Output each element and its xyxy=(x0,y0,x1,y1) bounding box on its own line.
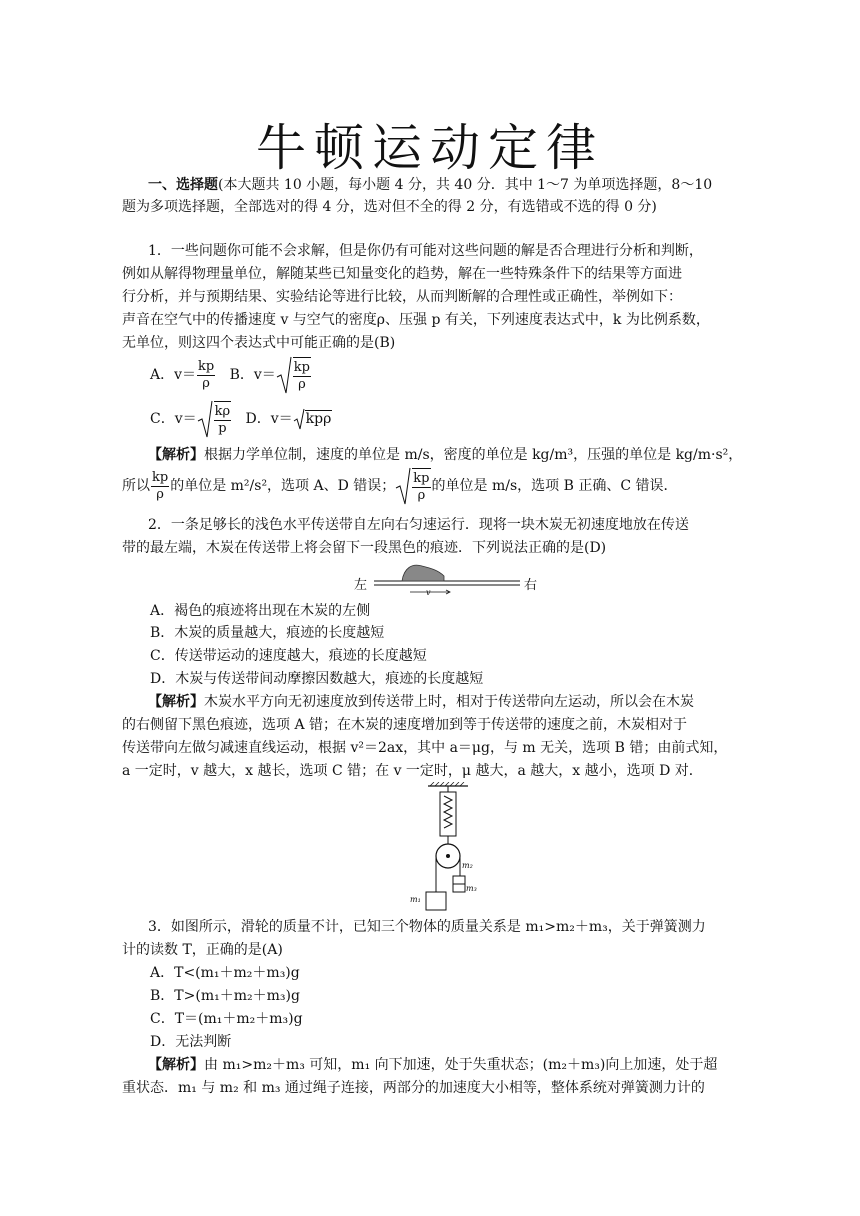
q1-analysis-sqrt-den: ρ xyxy=(417,488,426,503)
q1-option-a-num: kp xyxy=(198,358,215,374)
q1-options-cd xyxy=(150,399,332,439)
q2-option-c: C．传送带运动的速度越大，痕迹的长度越短 xyxy=(150,648,427,664)
section-intro-line1 xyxy=(148,174,712,196)
q1-analysis-text-2c: 的单位是 m/s，选项 B 正确、C 错误． xyxy=(431,478,678,494)
q2-option-a: A．褐色的痕迹将出现在木炭的左侧 xyxy=(150,603,371,619)
q1-analysis-2 xyxy=(122,466,677,506)
conveyor-diagram xyxy=(350,560,550,600)
q1-analysis-text-2a: 所以 xyxy=(122,478,150,494)
q1-option-b-sqrt xyxy=(276,355,312,395)
q2-option-d: D．木炭与传送带间动摩擦因数越大，痕迹的长度越短 xyxy=(150,671,484,687)
q1-option-c-sqrt xyxy=(197,399,233,439)
q3-option-c: C．T＝(m₁＋m₂＋m₃)g xyxy=(150,1011,303,1027)
q1-option-c-label: C．v＝ xyxy=(150,411,197,427)
q3-analysis-2: 重状态．m₁ 与 m₂ 和 m₃ 通过绳子连接，两部分的加速度大小相等，整体系统对弹簧测力计的 xyxy=(122,1080,705,1096)
q1-analysis-1 xyxy=(148,444,742,466)
page-title: 牛顿运动定律 xyxy=(256,119,604,177)
section-heading: 一、选择题 xyxy=(148,177,218,193)
pulley-figure xyxy=(400,782,500,912)
radical-icon xyxy=(197,399,213,439)
q1-option-a-fraction xyxy=(197,359,215,392)
radical-icon xyxy=(276,355,292,395)
radical-icon xyxy=(293,407,305,431)
q1-options-ab xyxy=(150,355,312,395)
q3-analysis-tag: 【解析】 xyxy=(148,1057,204,1073)
radical-icon xyxy=(395,466,411,506)
conveyor-right-label: 右 xyxy=(524,578,538,593)
q2-option-b: B．木炭的质量越大，痕迹的长度越短 xyxy=(150,625,385,641)
q1-option-a-label: A．v＝ xyxy=(150,367,197,383)
q1-analysis-frac-num: kp xyxy=(152,469,169,485)
charcoal-block-icon xyxy=(402,565,444,581)
q1-text-1: 1．一些问题你可能不会求解，但是你仍有可能对这些问题的解是否合理进行分析和判断， xyxy=(148,243,703,259)
q1-analysis-text-2b: 的单位是 m²/s²，选项 A、D 错误； xyxy=(170,478,396,494)
q1-option-c-den: p xyxy=(218,421,227,436)
q1-analysis-sqrt xyxy=(395,466,431,506)
pulley-m1-label: m₁ xyxy=(410,895,421,904)
q1-option-b-fraction xyxy=(293,357,311,393)
q1-option-d-label: D．v＝ xyxy=(245,411,293,427)
pulley-m3-label: m₃ xyxy=(466,884,477,893)
conveyor-v-label: v xyxy=(426,588,431,597)
q2-analysis-1 xyxy=(148,691,694,713)
q1-analysis-fraction xyxy=(151,470,169,503)
pulley-m2-label: m₂ xyxy=(462,861,473,870)
pulley-diagram xyxy=(400,782,500,912)
q2-text-1: 2．一条足够长的浅色水平传送带自左向右匀速运行．现将一块木炭无初速度地放在传送 xyxy=(148,517,689,533)
q3-option-b: B．T>(m₁＋m₂＋m₃)g xyxy=(150,988,300,1004)
q2-analysis-tag: 【解析】 xyxy=(148,694,204,710)
q3-text-1: 3．如图所示，滑轮的质量不计，已知三个物体的质量关系是 m₁>m₂＋m₃，关于弹簧测力 xyxy=(148,919,706,935)
q1-analysis-text-1: 根据力学单位制，速度的单位是 m/s，密度的单位是 kg/m³，压强的单位是 kg/m·s²， xyxy=(204,447,743,463)
q2-analysis-text-1: 木炭水平方向无初速度放到传送带上时，相对于传送带向左运动，所以会在木炭 xyxy=(204,694,694,710)
q1-analysis-frac-den: ρ xyxy=(156,486,164,502)
q2-text-2: 带的最左端，木炭在传送带上将会留下一段黑色的痕迹．下列说法正确的是(D) xyxy=(122,540,607,556)
q1-text-4: 声音在空气中的传播速度 v 与空气的密度ρ、压强 p 有关，下列速度表达式中，k 为比例系数， xyxy=(122,312,710,328)
q1-option-b-num: kp xyxy=(293,360,310,375)
q1-option-c-fraction xyxy=(214,401,232,437)
q1-option-a-den: ρ xyxy=(202,375,210,391)
q3-analysis-1 xyxy=(148,1054,717,1076)
q1-analysis-sqrt-num: kp xyxy=(413,471,430,486)
q1-option-d-radicand: kpρ xyxy=(305,411,332,427)
section-desc-2: 题为多项选择题，全部选对的得 4 分，选对但不全的得 2 分，有选错或不选的得 0 分) xyxy=(122,199,657,215)
q3-text-2: 计的读数 T，正确的是(A) xyxy=(122,942,283,958)
q3-analysis-text-1: 由 m₁>m₂＋m₃ 可知，m₁ 向下加速，处于失重状态；(m₂＋m₃)向上加速，处于超 xyxy=(204,1057,718,1073)
q1-option-b-den: ρ xyxy=(298,377,306,392)
q1-text-3: 行分析，并与预期结果、实验结论等进行比较，从而判断解的合理性或正确性，举例如下： xyxy=(122,289,682,305)
q3-option-d: D．无法判断 xyxy=(150,1034,232,1050)
q1-option-b-label: B．v＝ xyxy=(229,367,276,383)
q2-analysis-2: 的右侧留下黑色痕迹，选项 A 错；在木炭的速度增加到等于传送带的速度之前，木炭相对于 xyxy=(122,717,688,733)
q1-option-c-num: kρ xyxy=(214,404,231,419)
q3-option-a: A．T<(m₁＋m₂＋m₃)g xyxy=(150,965,300,981)
q1-option-d-sqrt xyxy=(293,399,333,439)
q1-analysis-sqrt-fraction xyxy=(412,468,430,504)
q2-analysis-4: a 一定时，v 越大，x 越长，选项 C 错；在 v 一定时，μ 越大，a 越大，x 越小，选项 D 对． xyxy=(122,763,703,779)
q1-text-2: 例如从解得物理量单位，解随某些已知量变化的趋势，解在一些特殊条件下的结果等方面进 xyxy=(122,266,682,282)
q2-analysis-3: 传送带向左做匀减速直线运动，根据 v²＝2ax，其中 a＝μg，与 m 无关，选项 B 错；由前式知， xyxy=(122,740,728,756)
conveyor-left-label: 左 xyxy=(354,578,368,593)
section-desc-1: (本大题共 10 小题，每小题 4 分，共 40 分．其中 1～7 为单项选择题，8～10 xyxy=(218,177,713,193)
q1-text-5: 无单位，则这四个表达式中可能正确的是(B) xyxy=(122,335,396,351)
conveyor-figure xyxy=(350,560,550,600)
q1-analysis-tag: 【解析】 xyxy=(148,447,204,463)
